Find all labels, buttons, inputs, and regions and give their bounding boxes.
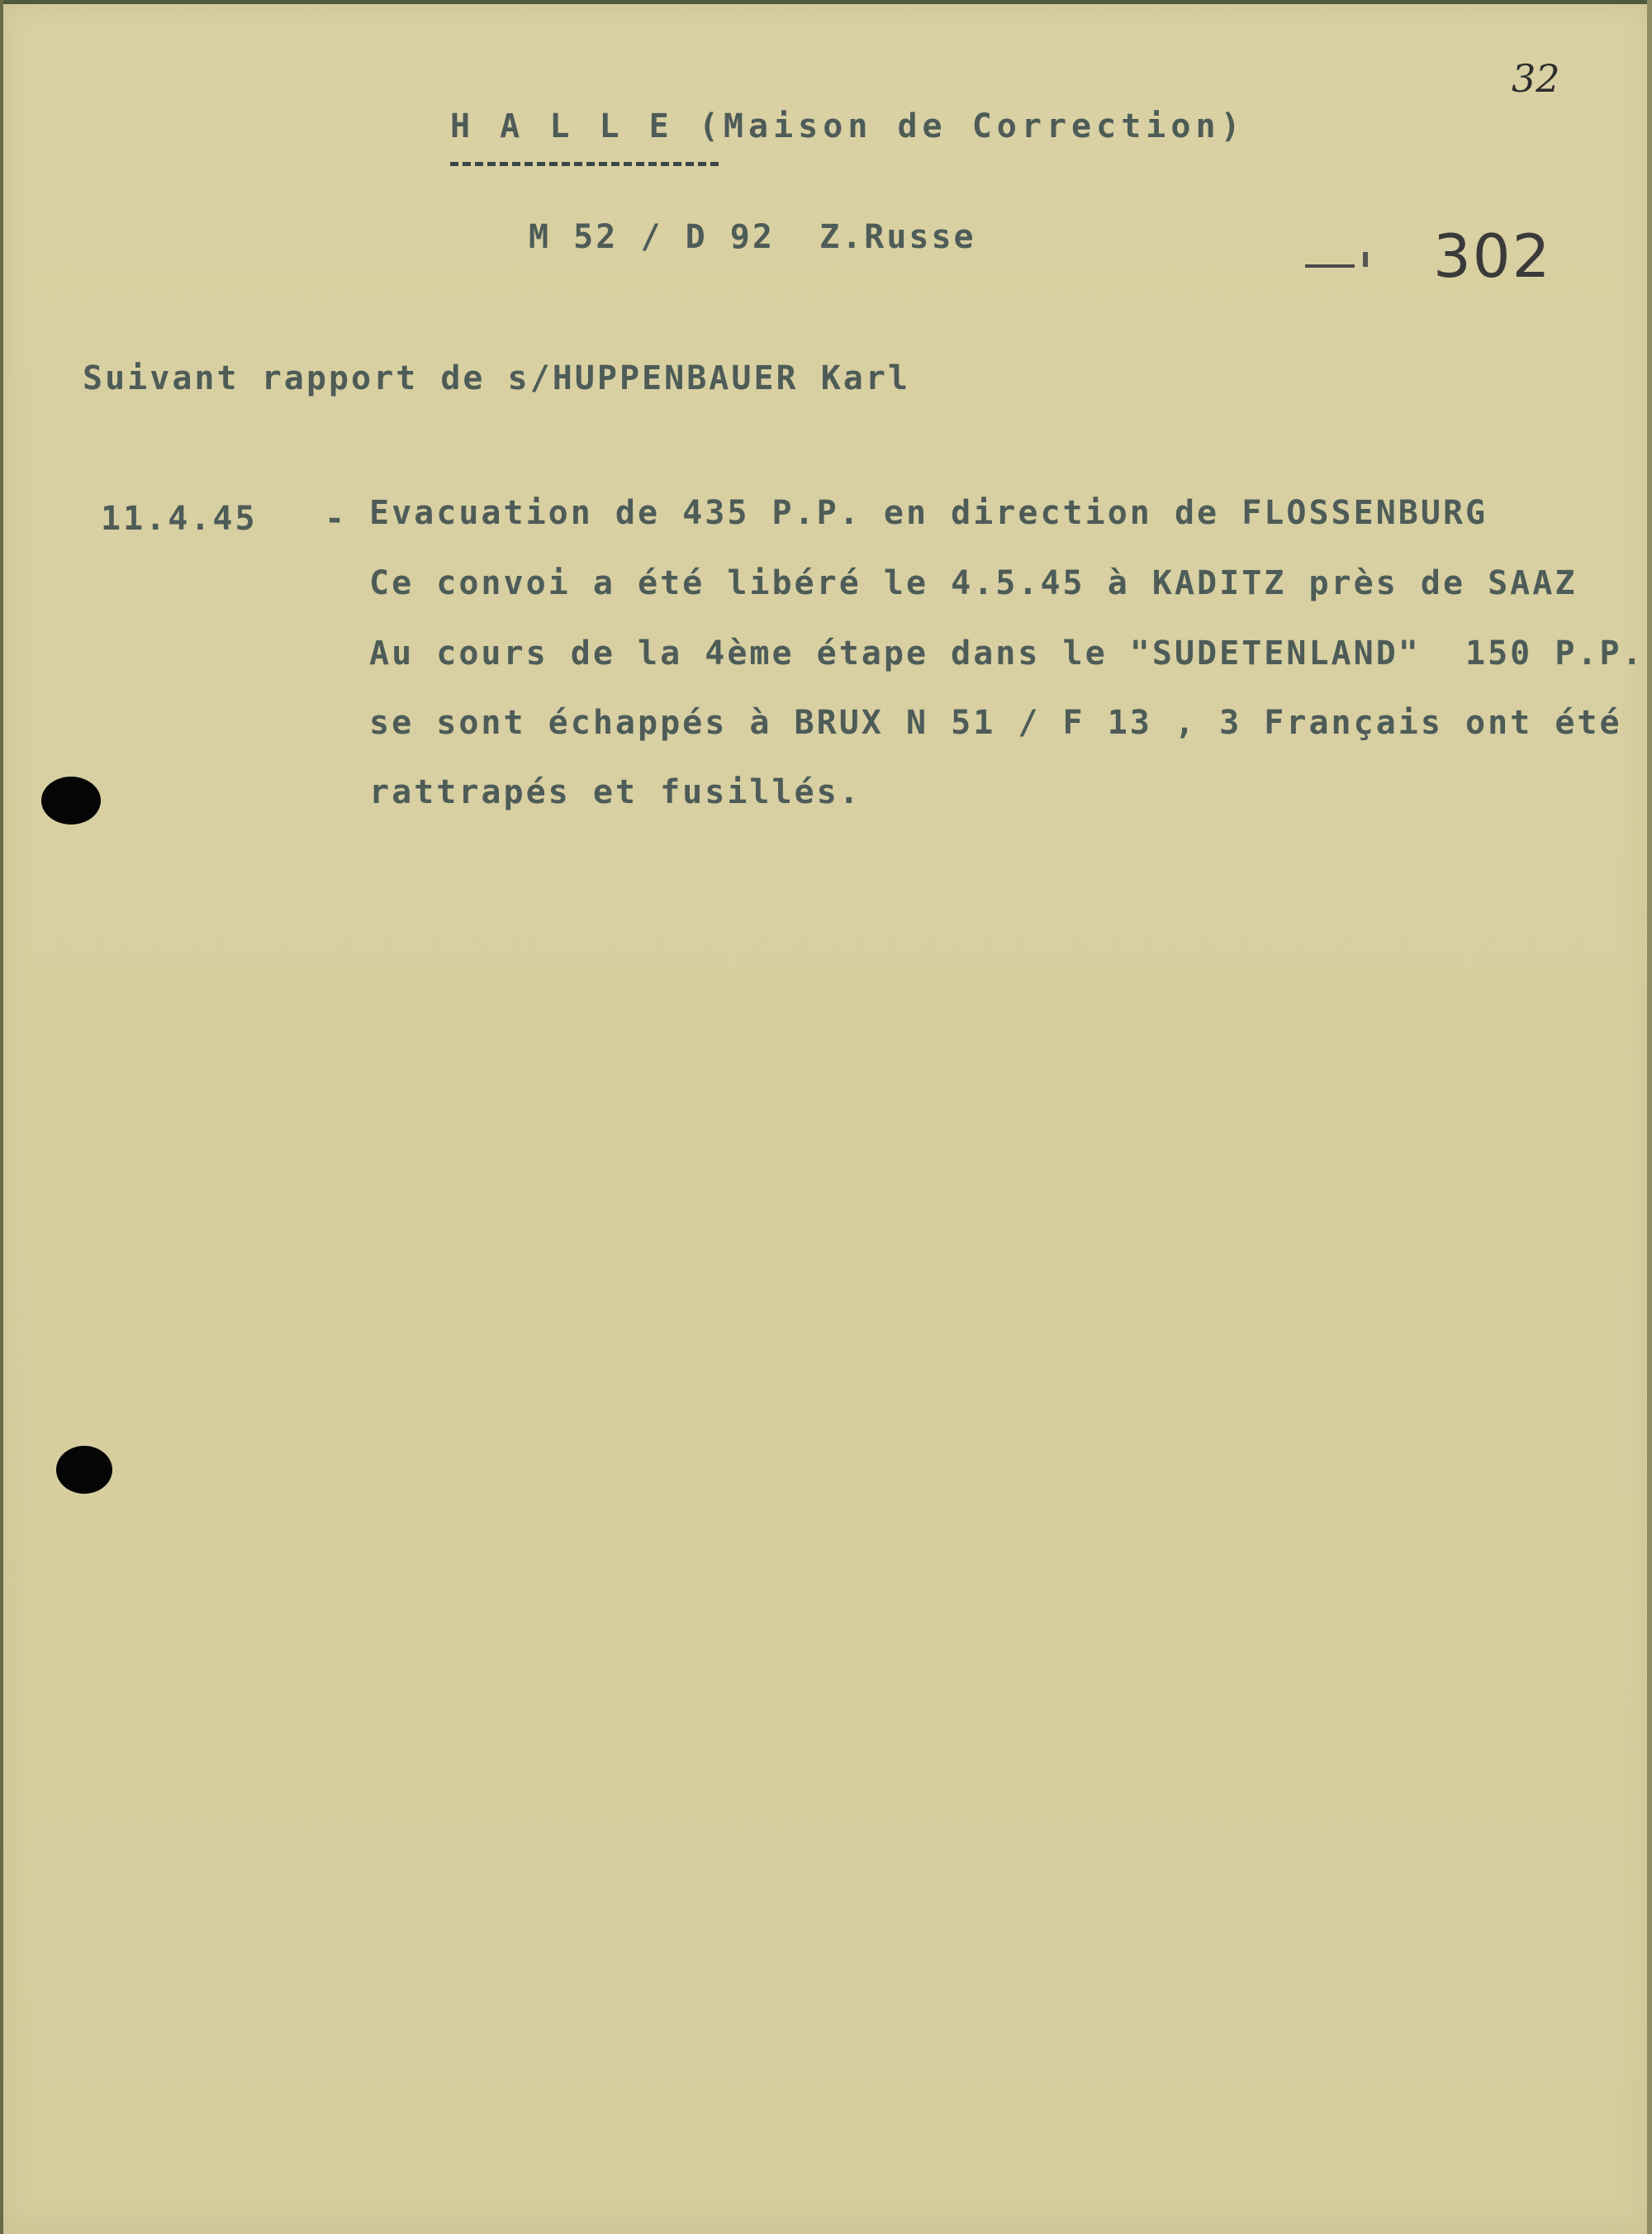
page-right-edge — [1647, 0, 1652, 2234]
entry-date: 11.4.45 — [101, 500, 258, 538]
handwritten-page-number: 32 — [1512, 56, 1560, 101]
entry-line: Evacuation de 435 P.P. en direction de FLOSSENBURG — [369, 494, 1488, 532]
stamp-tick — [1363, 252, 1368, 267]
page-top-edge — [0, 0, 1652, 4]
reference-code: M 52 / D 92 Z.Russe — [529, 218, 976, 256]
punch-hole — [56, 1446, 112, 1494]
entry-line: Au cours de la 4ème étape dans le "SUDETENLAND" 150 P.P. — [369, 635, 1645, 673]
page-left-edge — [0, 0, 3, 2234]
stamp-dash — [1305, 264, 1355, 268]
document-title: H A L L E (Maison de Correction) — [450, 107, 1246, 145]
stamped-number: 302 — [1433, 221, 1552, 291]
entry-line: rattrapés et fusillés. — [369, 773, 862, 811]
punch-hole — [41, 777, 101, 825]
entry-line: se sont échappés à BRUX N 51 / F 13 , 3 Français ont été — [369, 704, 1622, 742]
entry-dash: - — [325, 500, 348, 538]
title-underline — [450, 162, 719, 166]
entry-line: Ce convoi a été libéré le 4.5.45 à KADITZ près de SAAZ — [369, 564, 1578, 602]
source-line: Suivant rapport de s/HUPPENBAUER Karl — [83, 359, 911, 397]
